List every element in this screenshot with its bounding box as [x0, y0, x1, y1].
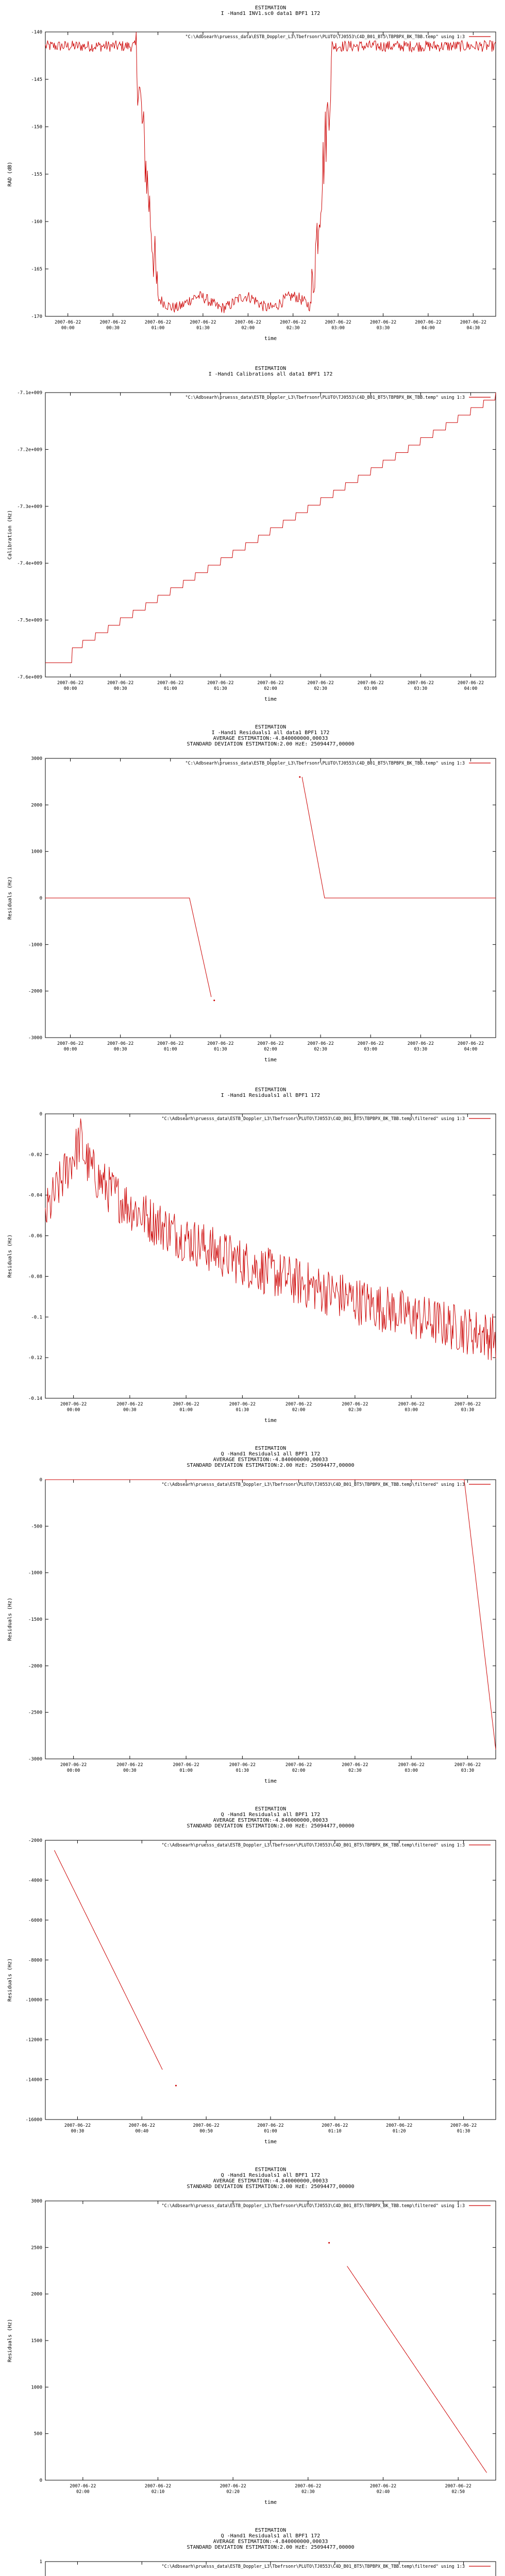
y-tick-label: -7.5e+009: [17, 618, 42, 623]
chart-1: [7, 5, 496, 342]
legend-label: "C:\Adbsearh\pruesss_data\ESTB_Doppler_L3\Tbefrsonr\PLUTO\TJ0553\C4D_B01_BT5\TBPBPX_BK_TBB.temp\filtered" using 1:3: [161, 1843, 465, 1848]
x-axis-label: time: [264, 697, 277, 702]
chart-title-line: ESTIMATION: [255, 1087, 287, 1093]
legend: [186, 395, 491, 400]
x-tick-label: 2007-06-22: [454, 1402, 481, 1407]
y-tick-label: 2000: [31, 803, 42, 808]
x-tick-label: 03:30: [414, 686, 428, 691]
x-tick-label: 2007-06-22: [257, 681, 284, 686]
chart-title-line: ESTIMATION: [255, 366, 287, 371]
x-tick-label: 02:00: [264, 686, 277, 691]
series-line: [347, 2266, 487, 2473]
series-point: [328, 2242, 330, 2244]
x-tick-label: 2007-06-22: [445, 2484, 472, 2489]
x-tick-label: 2007-06-22: [99, 320, 126, 325]
x-tick-label: 02:00: [76, 2489, 90, 2495]
y-tick-label: -2500: [28, 1710, 42, 1716]
series-line: [45, 393, 496, 663]
y-tick-label: -160: [31, 219, 42, 225]
x-tick-label: 00:30: [106, 326, 120, 331]
x-tick-label: 01:00: [264, 2129, 277, 2134]
y-tick-label: -16000: [25, 2117, 42, 2123]
y-tick-label: -7.1e+009: [17, 391, 42, 396]
x-tick-label: 2007-06-22: [193, 2123, 220, 2128]
series-line: [45, 777, 496, 997]
x-tick-label: 2007-06-22: [107, 681, 134, 686]
chart-title-line: STANDARD DEVIATION ESTIMATION:2.00 HzE: 25094477,00000: [187, 1463, 355, 1468]
y-tick-label: -4000: [28, 1878, 42, 1884]
x-tick-label: 00:30: [113, 686, 127, 691]
chart-3: [7, 724, 496, 1063]
x-tick-label: 2007-06-22: [285, 1402, 312, 1407]
x-axis-label: time: [264, 2139, 277, 2145]
chart-title-line: ESTIMATION: [255, 1806, 287, 1812]
x-tick-label: 2007-06-22: [173, 1762, 199, 1768]
series-line: [45, 32, 496, 313]
x-tick-label: 00:30: [123, 1768, 137, 1773]
x-tick-label: 02:30: [314, 1047, 327, 1052]
chart-title-line: Q -Hand1 Residuals1 all BPF1 172: [221, 1812, 321, 1818]
y-tick-label: -7.4e+009: [17, 561, 42, 567]
x-tick-label: 2007-06-22: [207, 681, 234, 686]
x-tick-label: 2007-06-22: [280, 320, 307, 325]
x-tick-label: 02:00: [241, 326, 255, 331]
y-tick-label: 0: [39, 1112, 42, 1117]
y-axis-label: RAD (dB): [7, 161, 13, 187]
x-tick-label: 01:00: [179, 1408, 193, 1413]
x-tick-label: 2007-06-22: [207, 1041, 234, 1046]
chart-title-line: STANDARD DEVIATION ESTIMATION:2.00 HzE: 25094477,00000: [187, 741, 355, 747]
x-tick-label: 00:00: [66, 1408, 80, 1413]
x-tick-label: 2007-06-22: [342, 1762, 368, 1768]
x-tick-label: 2007-06-22: [116, 1762, 143, 1768]
y-tick-label: -0.12: [28, 1355, 42, 1361]
x-tick-label: 2007-06-22: [60, 1762, 87, 1768]
x-tick-label: 2007-06-22: [369, 320, 397, 325]
x-tick-label: 2007-06-22: [295, 2484, 322, 2489]
legend: [161, 1116, 491, 1122]
y-tick-label: 1: [39, 2560, 42, 2565]
y-tick-label: -150: [31, 125, 42, 130]
y-tick-label: -1000: [28, 1570, 42, 1576]
legend-label: "C:\Adbsearh\pruesss_data\ESTB_Doppler_L3\Tbefrsonr\PLUTO\TJ0553\C4D_B01_BT5\TBPBPX_BK_TBB.temp" using 1:3: [185, 761, 465, 766]
x-tick-label: 00:00: [66, 1768, 80, 1773]
x-tick-label: 2007-06-22: [128, 2123, 155, 2128]
chart-title-line: Q -Hand1 Residuals1 all BPF1 172: [221, 2173, 321, 2178]
chart-title-line: I -Hand1 Residuals1 all data1 BPF1 172: [211, 730, 330, 736]
chart-title-line: ESTIMATION: [255, 2167, 287, 2173]
plot-frame: [45, 2201, 496, 2480]
legend: [161, 2564, 491, 2569]
x-tick-label: 01:00: [179, 1768, 193, 1773]
x-tick-label: 03:30: [414, 1047, 428, 1052]
x-tick-label: 03:00: [405, 1408, 418, 1413]
x-tick-label: 02:20: [226, 2489, 240, 2495]
chart-title-line: AVERAGE ESTIMATION:-4.840000000,00033: [213, 2539, 328, 2545]
series-line: [55, 1850, 163, 2070]
y-tick-label: -0.1: [31, 1315, 42, 1320]
x-tick-label: 2007-06-22: [157, 1041, 184, 1046]
chart-7: [7, 2167, 496, 2505]
chart-title-line: AVERAGE ESTIMATION:-4.840000000,00033: [213, 736, 328, 741]
x-tick-label: 2007-06-22: [342, 1402, 368, 1407]
series-line: [45, 1118, 496, 1360]
chart-6: [7, 1806, 496, 2145]
x-tick-label: 2007-06-22: [454, 1762, 481, 1768]
x-tick-label: 2007-06-22: [307, 1041, 334, 1046]
x-tick-label: 01:20: [392, 2129, 406, 2134]
x-tick-label: 00:00: [63, 1047, 77, 1052]
x-tick-label: 2007-06-22: [257, 1041, 284, 1046]
x-tick-label: 00:50: [199, 2129, 213, 2134]
chart-title-line: STANDARD DEVIATION ESTIMATION:2.00 HzE: 25094477,00000: [187, 2184, 355, 2190]
y-tick-label: 2000: [31, 2292, 42, 2297]
x-tick-label: 01:30: [235, 1408, 249, 1413]
x-tick-label: 01:00: [163, 686, 177, 691]
x-tick-label: 2007-06-22: [190, 320, 216, 325]
x-tick-label: 2007-06-22: [322, 2123, 348, 2128]
chart-title-line: ESTIMATION: [255, 2528, 287, 2533]
x-tick-label: 03:00: [364, 1047, 378, 1052]
x-tick-label: 2007-06-22: [229, 1402, 256, 1407]
x-tick-label: 2007-06-22: [173, 1402, 199, 1407]
y-tick-label: -165: [31, 267, 42, 272]
legend: [186, 761, 491, 766]
x-tick-label: 02:30: [314, 686, 327, 691]
x-tick-label: 2007-06-22: [107, 1041, 134, 1046]
series-line: [45, 1480, 496, 1750]
chart-8: [7, 2528, 496, 2576]
x-tick-label: 2007-06-22: [257, 2123, 284, 2128]
y-tick-label: -7.6e+009: [17, 675, 42, 680]
y-tick-label: -1000: [28, 942, 42, 948]
x-tick-label: 2007-06-22: [415, 320, 442, 325]
x-tick-label: 02:00: [264, 1047, 277, 1052]
x-tick-label: 02:30: [348, 1768, 362, 1773]
y-tick-label: -0.14: [28, 1396, 42, 1401]
legend: [161, 1482, 491, 1487]
y-axis-label: Residuals (Hz): [7, 876, 13, 920]
x-tick-label: 2007-06-22: [407, 681, 434, 686]
y-tick-label: -140: [31, 30, 42, 35]
chart-4: [7, 1087, 496, 1423]
legend: [161, 1843, 491, 1848]
legend: [161, 2204, 491, 2209]
y-tick-label: -7.3e+009: [17, 504, 42, 510]
y-axis-label: Residuals (Hz): [7, 1958, 13, 2002]
x-tick-label: 2007-06-22: [220, 2484, 246, 2489]
chart-title-line: AVERAGE ESTIMATION:-4.840000000,00033: [213, 1457, 328, 1463]
x-tick-label: 00:30: [123, 1408, 137, 1413]
x-tick-label: 2007-06-22: [60, 1402, 87, 1407]
plot-frame: [45, 1480, 496, 1759]
x-tick-label: 03:30: [376, 326, 390, 331]
chart-title-line: ESTIMATION: [255, 1446, 287, 1451]
y-tick-label: 500: [33, 2431, 42, 2437]
y-tick-label: 3000: [31, 2199, 42, 2204]
x-tick-label: 2007-06-22: [386, 2123, 413, 2128]
legend-label: "C:\Adbsearh\pruesss_data\ESTB_Doppler_L3\Tbefrsonr\PLUTO\TJ0553\C4D_B01_BT5\TBPBPX_BK_TBB.temp\filtered" using 1:3: [161, 2204, 465, 2209]
x-tick-label: 2007-06-22: [369, 2484, 397, 2489]
x-tick-label: 2007-06-22: [325, 320, 351, 325]
x-tick-label: 01:30: [214, 686, 227, 691]
y-tick-label: -0.02: [28, 1152, 42, 1158]
chart-title-line: AVERAGE ESTIMATION:-4.840000000,00033: [213, 2178, 328, 2184]
x-tick-label: 01:00: [163, 1047, 177, 1052]
chart-title-line: Q -Hand1 Residuals1 all BPF1 172: [221, 2533, 321, 2539]
x-tick-label: 04:00: [464, 1047, 478, 1052]
x-tick-label: 03:30: [461, 1408, 475, 1413]
x-tick-label: 01:30: [214, 1047, 227, 1052]
x-tick-label: 2007-06-22: [64, 2123, 91, 2128]
x-tick-label: 03:00: [405, 1768, 418, 1773]
x-axis-label: time: [264, 1057, 277, 1063]
y-tick-label: -12000: [25, 2038, 42, 2043]
y-tick-label: -2000: [28, 1664, 42, 1669]
y-axis-label: Residuals (Hz): [7, 1234, 13, 1278]
chart-title-line: AVERAGE ESTIMATION:-4.840000000,00033: [213, 1818, 328, 1823]
chart-title-line: ESTIMATION: [255, 5, 287, 11]
x-tick-label: 2007-06-22: [157, 681, 184, 686]
x-tick-label: 01:30: [235, 1768, 249, 1773]
x-tick-label: 2007-06-22: [307, 681, 334, 686]
x-tick-label: 04:00: [422, 326, 435, 331]
x-tick-label: 2007-06-22: [457, 681, 484, 686]
y-axis-label: Calibration (Hz): [7, 510, 13, 560]
x-tick-label: 03:00: [364, 686, 378, 691]
y-tick-label: 1000: [31, 2385, 42, 2391]
x-tick-label: 02:50: [451, 2489, 465, 2495]
y-tick-label: -10000: [25, 1997, 42, 2003]
chart-title-line: STANDARD DEVIATION ESTIMATION:2.00 HzE: 25094477,00000: [187, 2545, 355, 2550]
x-tick-label: 02:30: [286, 326, 300, 331]
plot-frame: [45, 1840, 496, 2120]
y-tick-label: -0.08: [28, 1274, 42, 1280]
y-tick-label: -1500: [28, 1617, 42, 1622]
series-point: [213, 999, 215, 1001]
x-tick-label: 2007-06-22: [357, 1041, 384, 1046]
y-tick-label: -14000: [25, 2077, 42, 2083]
x-tick-label: 04:00: [464, 686, 478, 691]
plot-frame: [45, 393, 496, 677]
y-tick-label: -170: [31, 314, 42, 319]
series-point: [299, 776, 300, 778]
x-tick-label: 2007-06-22: [398, 1762, 425, 1768]
y-tick-label: 3000: [31, 756, 42, 761]
chart-title-line: I -Hand1 Calibrations all data1 BPF1 172: [208, 371, 333, 377]
x-tick-label: 00:30: [113, 1047, 127, 1052]
x-tick-label: 2007-06-22: [57, 1041, 84, 1046]
x-axis-label: time: [264, 336, 277, 342]
chart-title-line: Q -Hand1 Residuals1 all BPF1 172: [221, 1451, 321, 1457]
x-tick-label: 2007-06-22: [460, 320, 486, 325]
x-tick-label: 00:30: [71, 2129, 85, 2134]
x-tick-label: 02:10: [151, 2489, 165, 2495]
x-tick-label: 03:30: [461, 1768, 475, 1773]
x-tick-label: 02:40: [376, 2489, 390, 2495]
x-tick-label: 01:00: [151, 326, 165, 331]
x-tick-label: 2007-06-22: [57, 681, 84, 686]
chart-title-line: I -Hand1 Residuals1 all BPF1 172: [221, 1093, 321, 1098]
y-axis-label: Residuals (Hz): [7, 2318, 13, 2363]
y-tick-label: -155: [31, 172, 42, 177]
y-tick-label: 2500: [31, 2245, 42, 2251]
chart-title-line: I -Hand1 INV1.sc0 data1 BPF1 172: [221, 11, 321, 16]
x-tick-label: 02:30: [348, 1408, 362, 1413]
y-tick-label: -145: [31, 77, 42, 82]
x-tick-label: 2007-06-22: [116, 1402, 143, 1407]
x-tick-label: 2007-06-22: [407, 1041, 434, 1046]
x-tick-label: 2007-06-22: [357, 681, 384, 686]
x-tick-label: 2007-06-22: [70, 2484, 96, 2489]
x-axis-label: time: [264, 1418, 277, 1423]
x-tick-label: 2007-06-22: [55, 320, 81, 325]
x-tick-label: 2007-06-22: [457, 1041, 484, 1046]
x-tick-label: 2007-06-22: [450, 2123, 477, 2128]
y-tick-label: 0: [39, 2478, 42, 2483]
x-tick-label: 00:40: [135, 2129, 149, 2134]
chart-2: [7, 366, 496, 702]
legend-label: "C:\Adbsearh\pruesss_data\ESTB_Doppler_L3\Tbefrsonr\PLUTO\TJ0553\C4D_B01_BT5\TBPBPX_BK_TBB.temp" using 1:3: [185, 395, 465, 400]
chart-title-line: STANDARD DEVIATION ESTIMATION:2.00 HzE: 25094477,00000: [187, 1823, 355, 1829]
x-tick-label: 01:30: [457, 2129, 470, 2134]
series-point: [175, 2085, 177, 2087]
y-tick-label: -500: [31, 1524, 42, 1530]
chart-title-line: ESTIMATION: [255, 724, 287, 730]
legend-label: "C:\Adbsearh\pruesss_data\ESTB_Doppler_L3\Tbefrsonr\PLUTO\TJ0553\C4D_B01_BT5\TBPBPX_BK_TBB.temp\filtered" using 1:3: [161, 2564, 465, 2569]
plot-frame: [45, 32, 496, 316]
x-tick-label: 04:30: [466, 326, 480, 331]
y-tick-label: -3000: [28, 1036, 42, 1041]
y-tick-label: 1000: [31, 849, 42, 855]
x-tick-label: 2007-06-22: [144, 320, 172, 325]
x-tick-label: 00:00: [61, 326, 75, 331]
x-tick-label: 2007-06-22: [144, 2484, 172, 2489]
y-tick-label: 1500: [31, 2338, 42, 2344]
y-tick-label: -2000: [28, 989, 42, 994]
y-axis-label: Residuals (Hz): [7, 1597, 13, 1641]
y-tick-label: -8000: [28, 1958, 42, 1963]
y-tick-label: -7.2e+009: [17, 447, 42, 453]
x-axis-label: time: [264, 2500, 277, 2505]
chart-5: [7, 1446, 496, 1784]
legend-label: "C:\Adbsearh\pruesss_data\ESTB_Doppler_L3\Tbefrsonr\PLUTO\TJ0553\C4D_B01_BT5\TBPBPX_BK_TBB.temp\filtered" using 1:3: [161, 1482, 465, 1487]
y-tick-label: -3000: [28, 1757, 42, 1762]
x-tick-label: 01:10: [328, 2129, 342, 2134]
x-tick-label: 2007-06-22: [285, 1762, 312, 1768]
x-tick-label: 02:00: [292, 1768, 306, 1773]
legend: [186, 35, 491, 40]
x-tick-label: 02:30: [301, 2489, 315, 2495]
x-tick-label: 2007-06-22: [229, 1762, 256, 1768]
x-axis-label: time: [264, 1778, 277, 1784]
x-tick-label: 03:00: [331, 326, 345, 331]
y-tick-label: -0.04: [28, 1193, 42, 1198]
legend-label: "C:\Adbsearh\pruesss_data\ESTB_Doppler_L3\Tbefrsonr\PLUTO\TJ0553\C4D_B01_BT5\TBPBPX_BK_TBB.temp" using 1:3: [185, 35, 465, 40]
x-tick-label: 02:00: [292, 1408, 306, 1413]
y-tick-label: 0: [39, 1478, 42, 1483]
y-tick-label: 0: [39, 896, 42, 901]
x-tick-label: 2007-06-22: [234, 320, 261, 325]
legend-label: "C:\Adbsearh\pruesss_data\ESTB_Doppler_L3\Tbefrsonr\PLUTO\TJ0553\C4D_B01_BT5\TBPBPX_BK_TBB.temp\filtered" using 1:3: [161, 1116, 465, 1122]
x-tick-label: 00:00: [63, 686, 77, 691]
x-tick-label: 2007-06-22: [398, 1402, 425, 1407]
y-tick-label: -6000: [28, 1918, 42, 1923]
y-tick-label: -2000: [28, 1838, 42, 1843]
y-tick-label: -0.06: [28, 1233, 42, 1239]
x-tick-label: 01:30: [196, 326, 210, 331]
